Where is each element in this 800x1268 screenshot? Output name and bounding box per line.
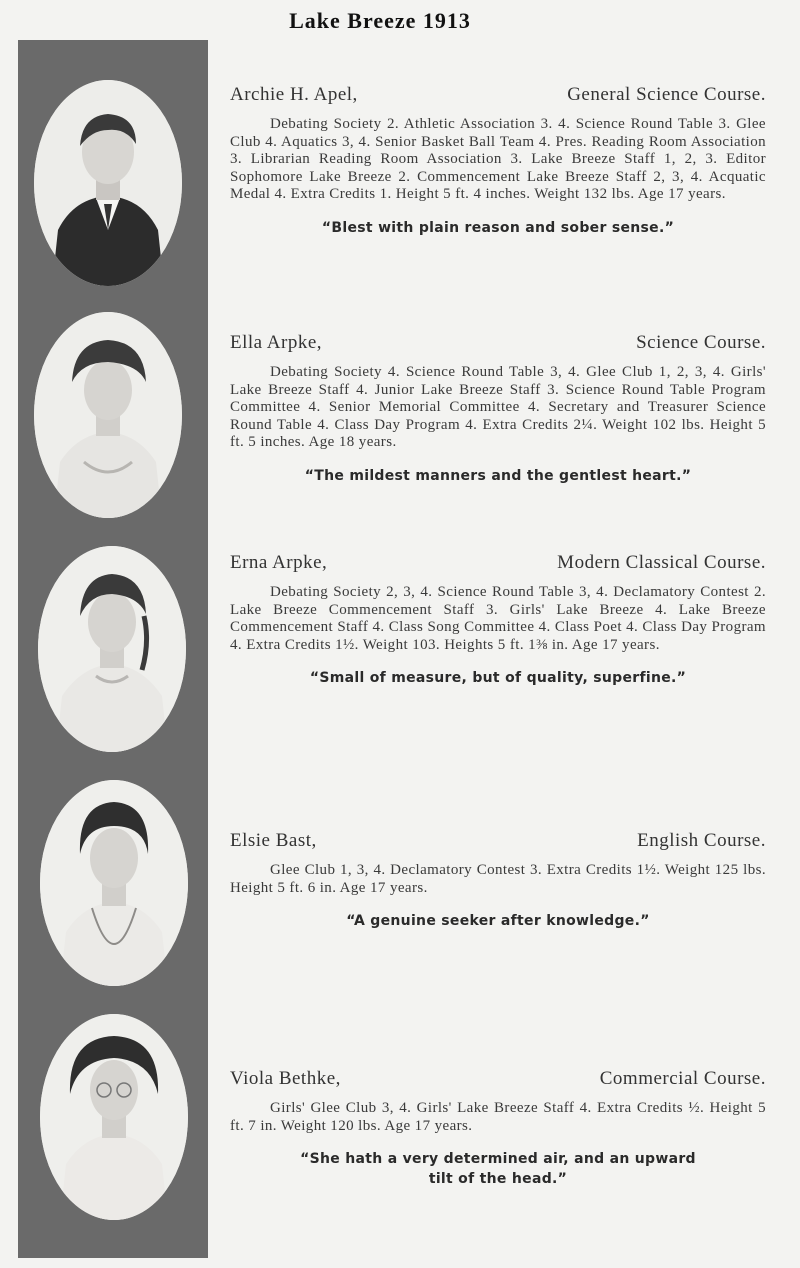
student-name: Archie H. Apel, — [230, 84, 358, 105]
portrait-photo — [34, 312, 182, 518]
student-quote: “The mildest manners and the gentlest heart.” — [304, 467, 692, 484]
student-bio: Debating Society 2, 3, 4. Science Round Table 3, 4. Declamatory Contest 2. Lake Breeze Commencement Staff 3. Girls' Lake Breeze 4. Lake Breeze Commencement Staff 4. Class Song Committee 4. Class Poet 4. Class Day Program 4. Extra Credits 1½. Weight 103. Heights 5 ft. 1⅜ in. Age 17 years. — [230, 584, 766, 653]
student-bio: Debating Society 4. Science Round Table 3, 4. Glee Club 1, 2, 3, 4. Girls' Lake Breeze Staff 4. Junior Lake Breeze Staff 3. Science Round Table Program Committee 4. Senior Memorial Committee 4. Secretary and Treasurer Science Round Table 4. Class Day Program 4. Extra Credits 2¼. Weight 102 lbs. Height 5 ft. 5 inches. Age 18 years. — [230, 364, 766, 450]
student-name: Elsie Bast, — [230, 830, 317, 851]
student-name: Ella Arpke, — [230, 332, 323, 353]
course-name: Science Course. — [636, 332, 766, 353]
student-entry — [230, 332, 766, 486]
quote-line: “She hath a very determined air, and an upward — [300, 1151, 696, 1167]
name-row — [230, 552, 766, 574]
name-row — [230, 332, 766, 354]
course-name: Commercial Course. — [599, 1068, 766, 1089]
student-entry — [230, 830, 766, 931]
student-quote: “Blest with plain reason and sober sense.” — [321, 219, 675, 236]
student-bio: Debating Society 2. Athletic Association 3. 4. Science Round Table 3. Glee Club 4. Aquatics 3, 4. Senior Basket Ball Team 4. Pres. Reading Room Association 3. Librarian Reading Room Association 3. Lake Breeze Staff 1, 2, 3. Editor Sophomore Lake Breeze 2. Commencement Lake Breeze Staff 2, 3, 4. Acquatic Medal 4. Extra Credits 1. Height 5 ft. 4 inches. Weight 132 lbs. Age 17 years. — [230, 116, 766, 202]
portrait-photo — [40, 780, 188, 986]
portrait-photo — [38, 546, 186, 752]
student-quote — [230, 1149, 766, 1189]
student-bio: Girls' Glee Club 3, 4. Girls' Lake Breeze Staff 4. Extra Credits ½. Height 5 ft. 7 in. Weight 120 lbs. Age 17 years. — [230, 1100, 766, 1134]
page-title: Lake Breeze 1913 — [289, 8, 471, 33]
course-name: Modern Classical Course. — [557, 552, 766, 573]
student-name: Viola Bethke, — [230, 1068, 341, 1089]
student-entry — [230, 552, 766, 688]
student-quote: “A genuine seeker after knowledge.” — [346, 913, 650, 929]
student-entry — [230, 1068, 766, 1189]
name-row — [230, 1068, 766, 1090]
portrait-photo — [34, 80, 182, 286]
student-name: Erna Arpke, — [230, 552, 328, 573]
portrait-photo — [40, 1014, 188, 1220]
student-bio: Glee Club 1, 3, 4. Declamatory Contest 3. Extra Credits 1½. Weight 125 lbs. Height 5 ft. 6 in. Age 17 years. — [230, 862, 766, 896]
course-name: General Science Course. — [567, 84, 766, 105]
quote-line: tilt of the head.” — [428, 1171, 568, 1187]
name-row — [230, 830, 766, 852]
name-row — [230, 84, 766, 106]
student-quote: “Small of measure, but of quality, superfine.” — [309, 670, 687, 686]
course-name: English Course. — [637, 830, 766, 851]
student-entry — [230, 84, 766, 238]
